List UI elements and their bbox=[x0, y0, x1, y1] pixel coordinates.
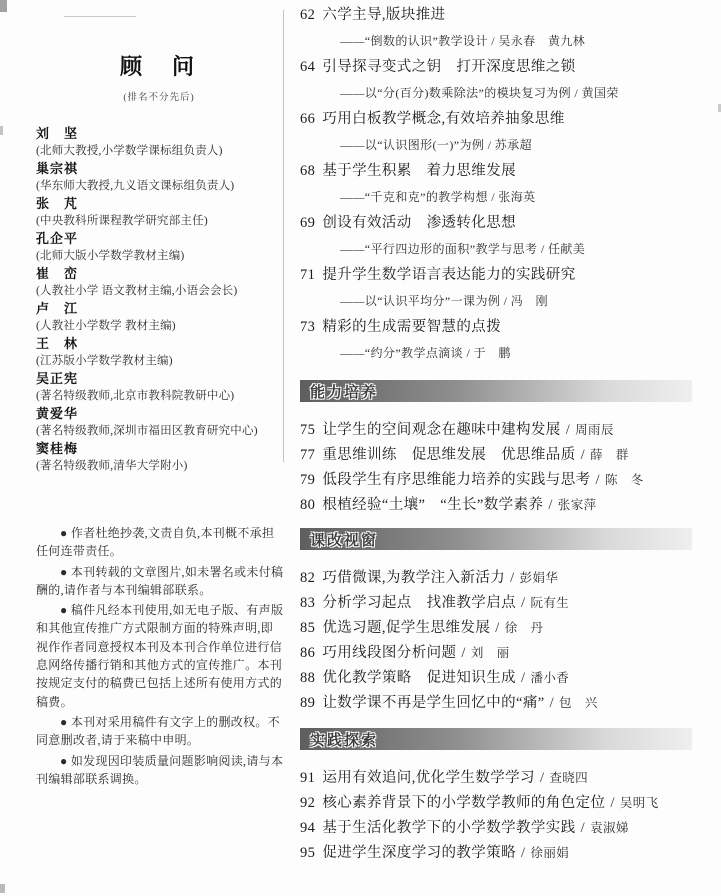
section-header-label: 课改视窗 bbox=[310, 531, 379, 549]
toc-article bbox=[300, 158, 710, 210]
article-title: 让学生的空间观念在趣味中建构发展 bbox=[322, 422, 561, 438]
article-page-number: 89 bbox=[300, 695, 316, 711]
slash-separator: / bbox=[521, 845, 526, 861]
advisors-list bbox=[36, 125, 282, 475]
toc-article bbox=[300, 616, 710, 641]
advisor-affiliation: (著名特级教师,深圳市福田区教育研究中心) bbox=[36, 424, 258, 437]
section-header-label: 实践探索 bbox=[310, 731, 379, 749]
article-subtitle: ——“平行四边形的面积”教学与思考 / 任献美 bbox=[340, 242, 586, 256]
article-page-number: 68 bbox=[300, 163, 316, 179]
article-author: 张家萍 bbox=[557, 498, 597, 512]
toc-article bbox=[300, 314, 710, 366]
article-title: 基于生活化教学下的小学数学教学实践 bbox=[322, 820, 576, 836]
scan-mark bbox=[0, 0, 7, 12]
advisor-entry bbox=[36, 405, 282, 440]
slash-separator: / bbox=[548, 497, 553, 513]
article-title: 精彩的生成需要智慧的点拨 bbox=[322, 319, 502, 335]
advisor-entry bbox=[36, 195, 282, 230]
article-page-number: 69 bbox=[300, 215, 316, 231]
note-item: ● 作者杜绝抄袭,文责自负,本刊概不承担任何连带责任。 bbox=[36, 526, 275, 559]
toc-article bbox=[300, 841, 710, 866]
notes-panel bbox=[36, 524, 284, 790]
article-author: 包 兴 bbox=[559, 696, 598, 710]
advisors-subtitle: (排名不分先后) bbox=[123, 93, 195, 103]
slash-separator: / bbox=[461, 645, 466, 661]
section-header-ability-training bbox=[300, 380, 692, 402]
slash-separator: / bbox=[521, 670, 526, 686]
section-header-label: 能力培养 bbox=[310, 383, 379, 401]
toc-article bbox=[300, 566, 710, 591]
article-author: 查晓四 bbox=[549, 771, 589, 785]
scan-mark bbox=[0, 126, 3, 135]
article-page-number: 62 bbox=[300, 7, 316, 23]
toc-article bbox=[300, 468, 710, 493]
scan-mark bbox=[0, 884, 5, 893]
slash-separator: / bbox=[580, 447, 586, 463]
section-header-curriculum-reform bbox=[300, 528, 692, 550]
article-author: 刘 丽 bbox=[470, 646, 510, 660]
advisor-entry bbox=[36, 370, 282, 405]
article-page-number: 77 bbox=[300, 447, 316, 463]
article-title: 六学主导,版块推进 bbox=[322, 7, 446, 23]
advisor-name: 卢 江 bbox=[36, 301, 79, 316]
article-author: 周雨辰 bbox=[575, 423, 614, 437]
slash-separator: / bbox=[610, 795, 615, 811]
toc-article bbox=[300, 791, 710, 816]
article-page-number: 75 bbox=[300, 422, 316, 438]
toc-article bbox=[300, 418, 710, 443]
article-page-number: 92 bbox=[300, 795, 316, 811]
article-author: 徐丽娟 bbox=[530, 846, 570, 860]
advisors-panel bbox=[36, 50, 282, 475]
article-page-number: 79 bbox=[300, 472, 316, 488]
slash-separator: / bbox=[539, 770, 545, 786]
toc-article bbox=[300, 691, 710, 716]
article-author: 徐 丹 bbox=[504, 621, 544, 635]
article-title: 根植经验“土壤” “生长”数学素养 bbox=[322, 497, 544, 513]
advisor-entry bbox=[36, 335, 282, 370]
article-page-number: 88 bbox=[300, 670, 316, 686]
advisor-entry bbox=[36, 440, 282, 475]
toc-article bbox=[300, 106, 710, 158]
article-subtitle: ——以“认识图形(一)”为例 / 苏承超 bbox=[340, 138, 532, 152]
article-page-number: 94 bbox=[300, 820, 316, 836]
advisor-entry bbox=[36, 300, 282, 335]
article-title: 促进学生深度学习的教学策略 bbox=[322, 845, 517, 861]
article-author: 潘小香 bbox=[530, 671, 570, 685]
advisor-name: 崔 峦 bbox=[36, 266, 79, 281]
slash-separator: / bbox=[595, 472, 600, 488]
article-author: 薛 群 bbox=[590, 448, 629, 462]
advisor-affiliation: (中央教科所课程教学研究部主任) bbox=[36, 214, 208, 227]
advisor-name: 窦桂梅 bbox=[36, 441, 79, 456]
article-title: 运用有效追问,优化学生数学学习 bbox=[322, 770, 535, 786]
advisor-entry bbox=[36, 125, 282, 160]
advisor-name: 张 芃 bbox=[36, 196, 79, 211]
slash-separator: / bbox=[549, 695, 555, 711]
article-author: 彭娟华 bbox=[519, 571, 559, 585]
article-title: 让数学课不再是学生回忆中的“痛” bbox=[322, 695, 545, 711]
slash-separator: / bbox=[521, 595, 526, 611]
article-page-number: 82 bbox=[300, 570, 316, 586]
article-page-number: 91 bbox=[300, 770, 316, 786]
article-subtitle: ——“倒数的认识”教学设计 / 吴永春 黄九林 bbox=[340, 34, 586, 48]
toc-article bbox=[300, 493, 710, 518]
article-page-number: 71 bbox=[300, 267, 316, 283]
article-title: 巧用线段图分析问题 bbox=[322, 645, 457, 661]
advisor-affiliation: (著名特级教师,清华大学附小) bbox=[36, 459, 188, 472]
advisor-affiliation: (北师大版小学数学教材主编) bbox=[36, 249, 185, 262]
article-subtitle: ——“千克和克”的教学构想 / 张海英 bbox=[340, 190, 536, 204]
article-subtitle: ——“约分”教学点滴谈 / 于 鹏 bbox=[340, 346, 511, 360]
advisor-entry bbox=[36, 265, 282, 300]
article-author: 陈 冬 bbox=[604, 473, 644, 487]
article-author: 吴明飞 bbox=[619, 796, 659, 810]
advisor-name: 吴正宪 bbox=[36, 371, 79, 386]
advisor-name: 巢宗祺 bbox=[36, 161, 79, 176]
note-item: ● 本刊转载的文章图片,如未署名或未付稿酬的,请作者与本刊编辑部联系。 bbox=[36, 564, 284, 597]
toc-article bbox=[300, 766, 710, 791]
toc-article bbox=[300, 591, 710, 616]
article-title: 重思维训练 促思维发展 优思维品质 bbox=[322, 447, 576, 463]
article-subtitle: ——以“分(百分)数乘除法”的模块复习为例 / 黄国荣 bbox=[340, 86, 619, 100]
slash-separator: / bbox=[580, 820, 586, 836]
advisor-affiliation: (人教社小学数学 教材主编) bbox=[36, 319, 176, 332]
article-title: 低段学生有序思维能力培养的实践与思考 bbox=[322, 472, 591, 488]
advisor-affiliation: (江苏版小学数学教材主编) bbox=[36, 354, 173, 367]
toc-article bbox=[300, 816, 710, 841]
article-title: 创设有效活动 渗透转化思想 bbox=[322, 215, 517, 231]
advisor-name: 刘 坚 bbox=[36, 126, 79, 141]
slash-separator: / bbox=[495, 620, 500, 636]
advisor-affiliation: (华东师大教授,九义语文课标组负责人) bbox=[36, 179, 235, 192]
advisor-affiliation: (人教社小学 语文教材主编,小语会会长) bbox=[36, 284, 238, 297]
article-page-number: 66 bbox=[300, 111, 316, 127]
article-title: 引导探寻变式之钥 打开深度思维之锁 bbox=[322, 59, 576, 75]
note-item: ● 如发现因印装质量问题影响阅读,请与本刊编辑部联系调换。 bbox=[36, 753, 284, 786]
article-title: 巧用白板教学概念,有效培养抽象思维 bbox=[322, 111, 565, 127]
toc-article bbox=[300, 262, 710, 314]
advisor-name: 孔企平 bbox=[36, 231, 79, 246]
article-page-number: 73 bbox=[300, 319, 316, 335]
toc-article bbox=[300, 443, 710, 468]
article-title: 分析学习起点 找准教学启点 bbox=[322, 595, 517, 611]
toc-article bbox=[300, 641, 710, 666]
advisors-title: 顾 问 bbox=[119, 54, 198, 79]
advisor-entry bbox=[36, 160, 282, 195]
advisor-affiliation: (著名特级教师,北京市教科院教研中心) bbox=[36, 389, 235, 402]
article-title: 优选习题,促学生思维发展 bbox=[322, 620, 491, 636]
article-author: 袁淑娣 bbox=[590, 821, 629, 835]
slash-separator: / bbox=[565, 422, 571, 438]
note-item: ● 本刊对采用稿件有文字上的删改权。不同意删改者,请于来稿中申明。 bbox=[36, 714, 280, 748]
section-header-practice-exploration bbox=[300, 728, 692, 750]
article-page-number: 80 bbox=[300, 497, 316, 513]
article-page-number: 83 bbox=[300, 595, 316, 611]
toc bbox=[300, 2, 710, 866]
toc-article bbox=[300, 666, 710, 691]
note-item: ● 稿件凡经本刊使用,如无电子版、有声版和其他宣传推广方式限制方面的特殊声明,即视作作者同意授权本刊及本刊合作单位进行信息网络传播行销和其他方式的宣传推广。本刊按规定支付的稿费已包括上述所有使用方式的稿费。 bbox=[36, 603, 284, 709]
toc-article bbox=[300, 210, 710, 262]
article-title: 基于学生积累 着力思维发展 bbox=[322, 163, 517, 179]
advisor-entry bbox=[36, 230, 282, 265]
advisor-name: 黄爱华 bbox=[36, 406, 79, 421]
advisor-affiliation: (北师大教授,小学数学课标组负责人) bbox=[36, 144, 223, 157]
article-page-number: 86 bbox=[300, 645, 316, 661]
article-page-number: 64 bbox=[300, 59, 316, 75]
article-title: 优化教学策略 促进知识生成 bbox=[322, 670, 517, 686]
column-divider bbox=[283, 10, 284, 462]
article-title: 巧借微课,为教学注入新活力 bbox=[322, 570, 506, 586]
article-page-number: 95 bbox=[300, 845, 316, 861]
article-title: 核心素养背景下的小学数学教师的角色定位 bbox=[322, 795, 606, 811]
top-rule bbox=[64, 16, 136, 17]
article-title: 提升学生数学语言表达能力的实践研究 bbox=[322, 267, 576, 283]
toc-article bbox=[300, 2, 710, 54]
slash-separator: / bbox=[510, 570, 515, 586]
article-subtitle: ——以“认识平均分”一课为例 / 冯 刚 bbox=[340, 294, 548, 308]
advisor-name: 王 林 bbox=[36, 336, 79, 351]
article-author: 阮有生 bbox=[530, 596, 570, 610]
article-page-number: 85 bbox=[300, 620, 316, 636]
toc-article bbox=[300, 54, 710, 106]
